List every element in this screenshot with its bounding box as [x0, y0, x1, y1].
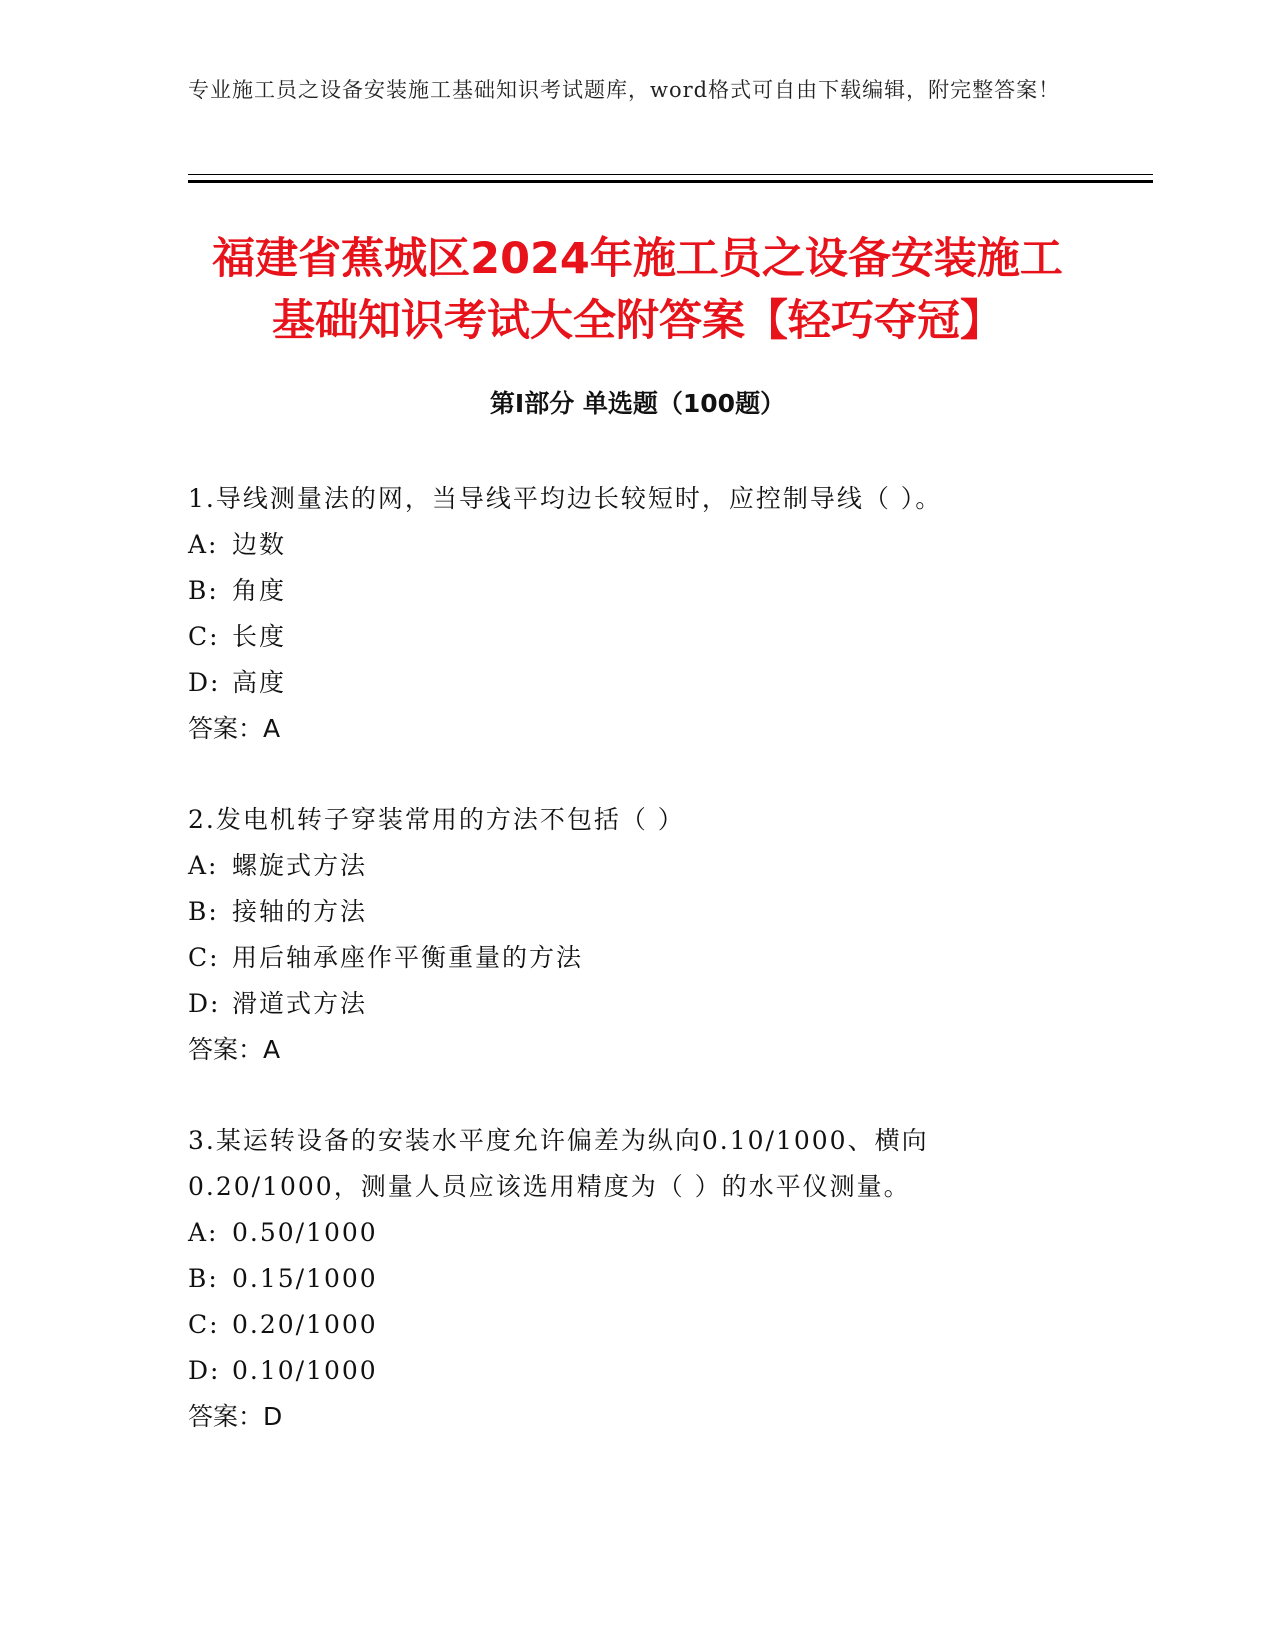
question-list: [188, 476, 1088, 1485]
option-a: [188, 522, 1088, 568]
option-text: 0.10/1000: [232, 1356, 378, 1385]
option-letter: C:: [188, 1310, 220, 1339]
option-text: 边数: [232, 530, 287, 559]
option-letter: C:: [188, 943, 220, 972]
option-letter: D:: [188, 989, 221, 1018]
question-2: [188, 797, 1088, 1073]
option-b: [188, 889, 1088, 935]
answer-label: 答案：A: [188, 714, 281, 743]
option-text: 用后轴承座作平衡重量的方法: [232, 943, 584, 972]
question-stem: 2.发电机转子穿装常用的方法不包括（ ）: [188, 805, 685, 834]
question-stem: 1.导线测量法的网，当导线平均边长较短时，应控制导线（ ）。: [188, 484, 943, 513]
option-b: [188, 568, 1088, 614]
answer-label: 答案：D: [188, 1402, 283, 1431]
option-text: 0.20/1000: [232, 1310, 378, 1339]
document-title-line-2: 基础知识考试大全附答案【轻巧夺冠】: [272, 296, 1003, 346]
document-title-line-1: 福建省蕉城区2024年施工员之设备安装施工: [212, 234, 1063, 284]
option-text: 滑道式方法: [232, 989, 368, 1018]
section-heading: 第Ⅰ部分 单选题（100题）: [489, 389, 786, 418]
option-text: 高度: [232, 668, 287, 697]
option-c: [188, 614, 1088, 660]
option-letter: B:: [188, 1264, 219, 1293]
option-text: 角度: [232, 576, 287, 605]
option-letter: A:: [188, 1218, 219, 1247]
option-a: [188, 843, 1088, 889]
document-title: [170, 228, 1105, 352]
header-divider-thin: [188, 174, 1153, 175]
option-text: 螺旋式方法: [232, 851, 368, 880]
option-c: [188, 935, 1088, 981]
option-c: [188, 1302, 1088, 1348]
option-letter: A:: [188, 851, 219, 880]
option-letter: C:: [188, 622, 220, 651]
option-text: 接轴的方法: [232, 897, 368, 926]
option-a: [188, 1210, 1088, 1256]
question-1: [188, 476, 1088, 752]
option-text: 0.15/1000: [232, 1264, 378, 1293]
option-text: 长度: [232, 622, 287, 651]
option-d: [188, 981, 1088, 1027]
option-letter: B:: [188, 576, 219, 605]
header-divider-thick: [188, 180, 1153, 183]
option-letter: D:: [188, 1356, 221, 1385]
question-stem: 3.某运转设备的安装水平度允许偏差为纵向0.10/1000、横向0.20/1000，测量人员应该选用精度为（ ）的水平仪测量。: [188, 1126, 929, 1201]
answer-label: 答案：A: [188, 1035, 281, 1064]
option-letter: A:: [188, 530, 219, 559]
option-b: [188, 1256, 1088, 1302]
option-letter: B:: [188, 897, 219, 926]
option-d: [188, 660, 1088, 706]
header-note: 专业施工员之设备安装施工基础知识考试题库，word格式可自由下载编辑，附完整答案！: [188, 78, 1061, 102]
question-3: [188, 1118, 1088, 1440]
option-text: 0.50/1000: [232, 1218, 378, 1247]
option-d: [188, 1348, 1088, 1394]
option-letter: D:: [188, 668, 221, 697]
